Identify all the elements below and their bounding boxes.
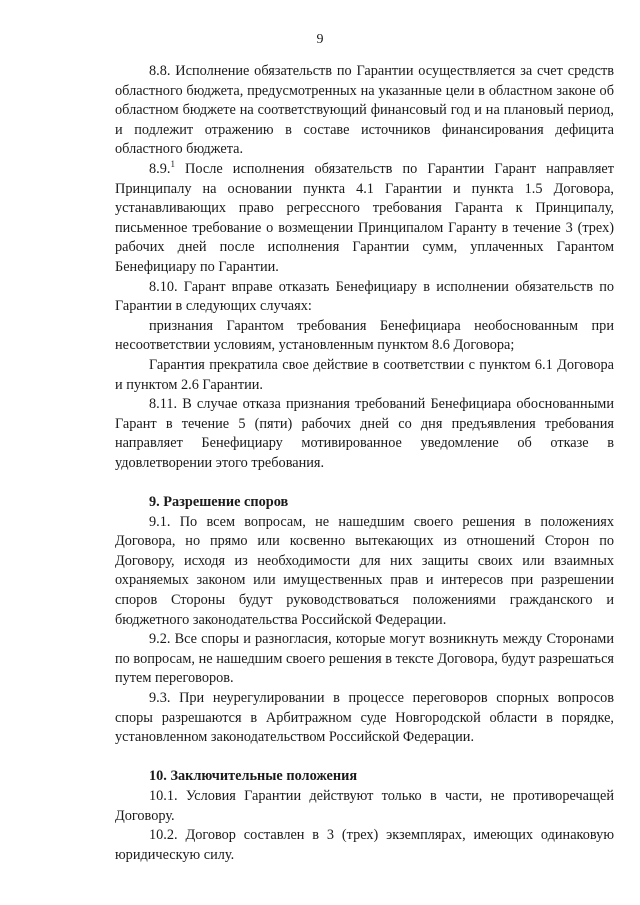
page-number: 9: [316, 32, 324, 47]
paragraph: 9.1. По всем вопросам, не нашедшим своего решения в положениях Договора, но прямо или косвенно вытекающих из отношений Сторон по Договору, исходя из необходимости для них защиты своих или взаимных охраняемых законом или имущественных прав и интересов при разрешении споров Стороны будут руководствоваться положениями гражданского и бюджетного законодательства Российской Федерации.: [115, 513, 614, 628]
paragraph: 8.8. Исполнение обязательств по Гарантии осуществляется за счет средств областного бюджета, предусмотренных на указанные цели в областном законе об областном бюджете на соответствующий финансовый год и на плановый период, и подлежит отражению в составе источников финансирования дефицита областного бюджета.: [115, 63, 614, 158]
section-heading: 9. Разрешение споров: [149, 494, 289, 511]
footnote-mark: 1: [170, 158, 175, 169]
paragraph: 9.3. При неурегулировании в процессе переговоров спорных вопросов споры разрешаются в Арбитражном суде Новгородской области в порядке, установленном законодательством Российской Федерации.: [115, 690, 614, 746]
paragraph: 10.1. Условия Гарантии действуют только в части, не противоречащей Договору.: [115, 787, 614, 824]
paragraph: 8.10. Гарант вправе отказать Бенефициару в исполнении обязательств по Гарантии в следующих случаях:: [115, 278, 614, 315]
paragraph: Гарантия прекратила свое действие в соответствии с пунктом 6.1 Договора и пунктом 2.6 Гарантии.: [115, 356, 614, 393]
paragraph: 9.2. Все споры и разногласия, которые могут возникнуть между Сторонами по вопросам, не нашедшим своего решения в тексте Договора, будут разрешаться путем переговоров.: [115, 631, 614, 687]
paragraph-text: После исполнения обязательств по Гарантии Гарант направляет Принципалу на основании пункта 4.1 Гарантии и пункта 1.5 Договора, устанавливающих право регрессного требования Гаранта к Принципалу, письменное требование о возмещении Принципалом Гаранту в течение 3 (трех) рабочих дней после исполнения Гарантии сумм, уплаченных Гарантом Бенефициару по Гарантии.: [115, 160, 614, 275]
paragraph: 8.11. В случае отказа признания требований Бенефициара обоснованными Гарант в течение 5 (пяти) рабочих дней со дня предъявления требования направляет Бенефициару мотивированное уведомление об отказе в удовлетворении этого требования.: [115, 396, 614, 471]
paragraph: 10.2. Договор составлен в 3 (трех) экземплярах, имеющих одинаковую юридическую силу.: [115, 827, 614, 863]
clause-number: 8.9.: [149, 160, 171, 177]
paragraph: признания Гарантом требования Бенефициара необоснованным при несоответствии условиям, установленным пунктом 8.6 Договора;: [115, 317, 614, 354]
document-body: [115, 62, 614, 865]
paragraph: [115, 160, 614, 278]
section-heading: 10. Заключительные положения: [149, 768, 358, 785]
